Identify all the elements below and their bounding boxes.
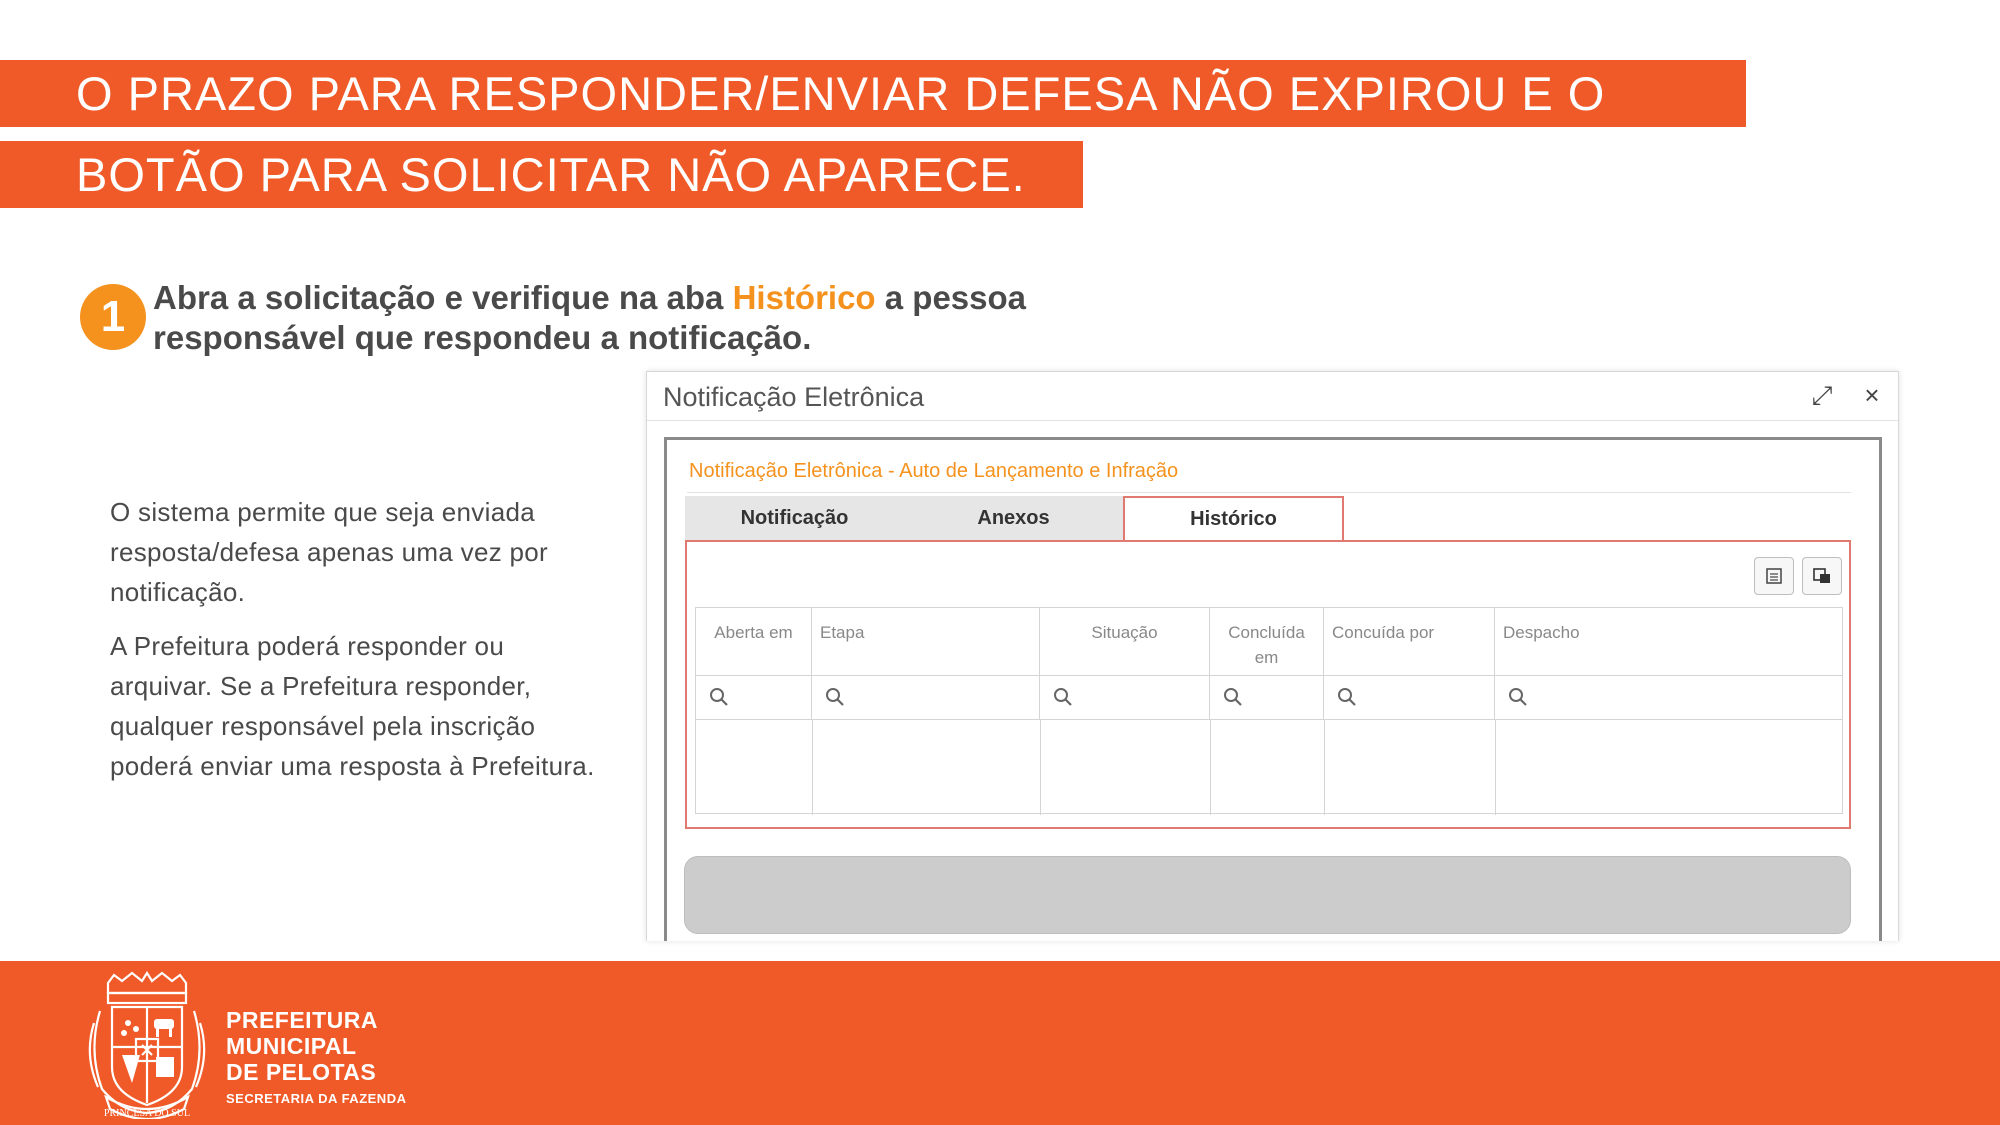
filter-situacao[interactable] bbox=[1040, 676, 1210, 719]
grid-filter-row bbox=[696, 676, 1842, 720]
export-icon bbox=[1764, 566, 1784, 586]
tab-anexos[interactable]: Anexos bbox=[904, 496, 1123, 541]
step-instruction bbox=[153, 278, 1193, 358]
filter-aberta-em[interactable] bbox=[696, 676, 812, 719]
column-situacao[interactable]: Situação bbox=[1040, 608, 1210, 675]
filter-despacho[interactable] bbox=[1495, 676, 1844, 719]
search-icon bbox=[708, 686, 730, 708]
columns-button[interactable] bbox=[1802, 557, 1842, 595]
search-icon bbox=[1507, 686, 1529, 708]
historico-panel bbox=[685, 540, 1851, 829]
side-paragraph-1: O sistema permite que seja enviada resposta/defesa apenas uma vez por notificação. bbox=[110, 497, 549, 607]
grid-column-divider bbox=[1495, 720, 1496, 815]
column-concluida-em[interactable]: Concluída em bbox=[1210, 608, 1324, 675]
title-banner-line1 bbox=[0, 60, 1746, 127]
grid-column-divider bbox=[1210, 720, 1211, 815]
column-aberta-em[interactable]: Aberta em bbox=[696, 608, 812, 675]
filter-etapa[interactable] bbox=[812, 676, 1040, 719]
side-explanation bbox=[110, 492, 610, 800]
grid-column-divider bbox=[1040, 720, 1041, 815]
step-text-highlight: Histórico bbox=[732, 279, 876, 316]
expand-icon[interactable]: ⤢ bbox=[1811, 380, 1833, 410]
window-body bbox=[664, 437, 1882, 941]
columns-icon bbox=[1812, 566, 1832, 586]
title-line2: BOTÃO PARA SOLICITAR NÃO APARECE. bbox=[76, 148, 1026, 201]
search-icon bbox=[1222, 686, 1244, 708]
filter-concluida-por[interactable] bbox=[1324, 676, 1495, 719]
window-title: Notificação Eletrônica bbox=[663, 382, 925, 412]
search-icon bbox=[1052, 686, 1074, 708]
step-text-before: Abra a solicitação e verifique na aba bbox=[153, 279, 733, 316]
city-logo-text bbox=[226, 1007, 378, 1085]
notification-window bbox=[646, 371, 1899, 941]
window-header bbox=[647, 372, 1898, 421]
emblem-ribbon-text: PRINCESA DO SUL bbox=[103, 1108, 191, 1119]
logo-line-3: DE PELOTAS bbox=[226, 1059, 377, 1085]
grid-column-divider bbox=[812, 720, 813, 815]
form-subtitle: Notificação Eletrônica - Auto de Lançamento e Infração bbox=[689, 460, 1179, 482]
step-text-after: a pessoa responsável que respondeu a notificação. bbox=[153, 279, 1027, 356]
history-grid bbox=[695, 607, 1843, 814]
filter-concluida-em[interactable] bbox=[1210, 676, 1324, 719]
tab-notificacao[interactable]: Notificação bbox=[685, 496, 904, 541]
column-despacho[interactable]: Despacho bbox=[1503, 623, 1580, 642]
title-banner-line2 bbox=[0, 141, 1083, 208]
export-button[interactable] bbox=[1754, 557, 1794, 595]
tab-historico[interactable]: Histórico bbox=[1123, 496, 1344, 541]
action-bar bbox=[684, 856, 1851, 934]
footer-bar bbox=[0, 961, 2000, 1125]
close-icon[interactable]: × bbox=[1864, 380, 1880, 410]
side-paragraph-2: A Prefeitura poderá responder ou arquivar. Se a Prefeitura responder, qualquer responsável pela inscrição poderá enviar uma resposta à Prefeitura. bbox=[110, 631, 595, 781]
column-etapa[interactable]: Etapa bbox=[812, 608, 1040, 675]
search-icon bbox=[1336, 686, 1358, 708]
logo-line-2: MUNICIPAL bbox=[226, 1033, 357, 1059]
grid-column-divider bbox=[1324, 720, 1325, 815]
title-line1: O PRAZO PARA RESPONDER/ENVIAR DEFESA NÃO EXPIROU E O bbox=[76, 67, 1606, 120]
logo-subtitle: SECRETARIA DA FAZENDA bbox=[226, 1091, 407, 1106]
city-coat-of-arms-icon bbox=[80, 971, 215, 1119]
grid-header-row bbox=[696, 608, 1842, 676]
search-icon bbox=[824, 686, 846, 708]
subtitle-divider bbox=[687, 492, 1851, 493]
logo-line-1: PREFEITURA bbox=[226, 1007, 378, 1033]
column-concluida-por[interactable]: Concuída por bbox=[1324, 608, 1495, 675]
step-number-badge: 1 bbox=[80, 284, 146, 350]
